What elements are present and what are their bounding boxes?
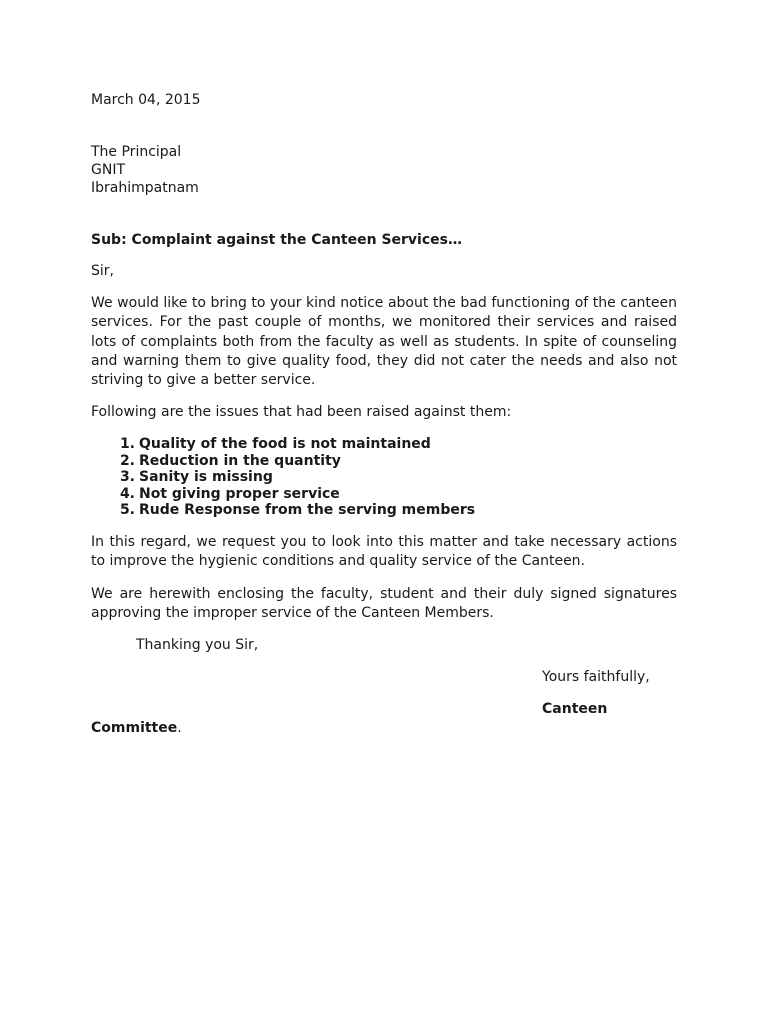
signature-canteen: Canteen [542,701,608,717]
list-number: 2. [119,453,135,469]
list-number: 3. [119,469,135,485]
signature-committee-line [91,719,182,738]
list-number: 5. [119,502,135,518]
list-item [112,453,341,470]
signature-committee: Committee [91,720,178,736]
list-item [112,502,475,519]
body-paragraph-1: We would like to bring to your kind notice about the bad functioning of the canteen services. For the past couple of months, we monitored their services and raised lots of complaints both from the faculty as well as students. In spite of counseling and warning them to give quality food, they did not cater the needs and also not striving to give a better service. [91,295,677,389]
signature-period: . [177,720,182,736]
list-text: Not giving proper service [139,486,340,502]
salutation: Sir, [91,263,114,279]
list-item [112,436,431,453]
list-text: Sanity is missing [139,469,273,485]
list-number: 4. [119,486,135,502]
closing-line: Yours faithfully, [542,669,650,685]
list-number: 1. [119,436,135,452]
list-intro: Following are the issues that had been raised against them: [91,404,512,420]
list-item [112,486,340,503]
body-paragraph-3: We are herewith enclosing the faculty, student and their duly signed signatures approving the improper service of the Canteen Members. [91,586,677,622]
list-text: Reduction in the quantity [139,453,341,469]
letter-date: March 04, 2015 [91,92,201,108]
subject-line: Sub: Complaint against the Canteen Services… [91,232,462,248]
thanks-line: Thanking you Sir, [136,637,259,653]
recipient-institution: GNIT [91,162,126,178]
body-paragraph-2: In this regard, we request you to look into this matter and take necessary actions to improve the hygienic conditions and quality service of the Canteen. [91,534,677,570]
list-item [112,469,273,486]
list-text: Quality of the food is not maintained [139,436,431,452]
recipient-title: The Principal [91,144,182,160]
list-text: Rude Response from the serving members [139,502,476,518]
recipient-location: Ibrahimpatnam [91,180,199,196]
